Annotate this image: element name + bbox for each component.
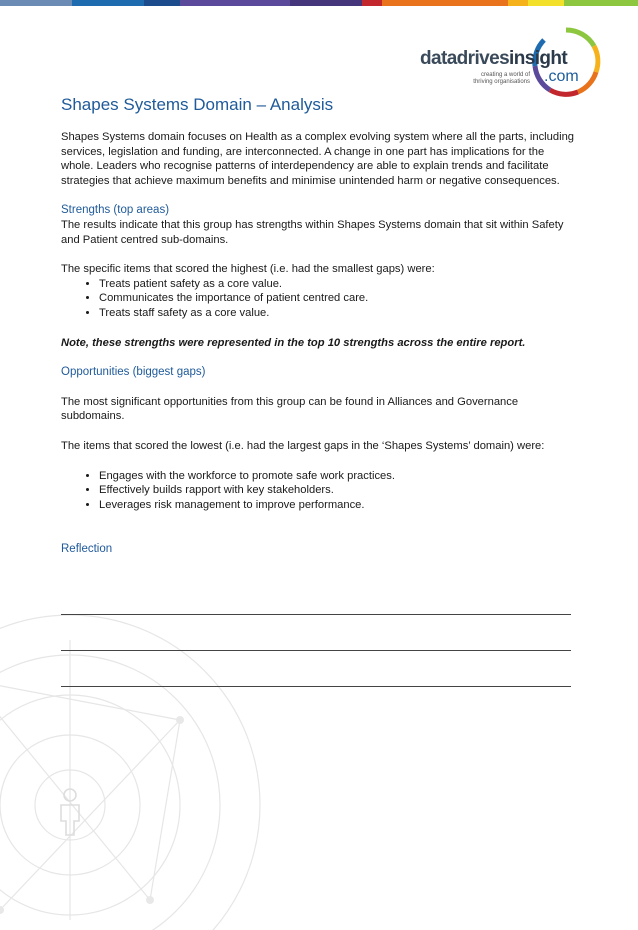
strengths-heading: Strengths (top areas) [61,204,170,217]
top-bar-segment [180,0,290,6]
logo-word-light: datadrives [420,48,510,69]
document-body [61,94,576,557]
logo-dotcom: .com [544,68,579,85]
opportunities-heading: Opportunities (biggest gaps) [61,366,206,379]
list-item: • Treats staff safety as a core value. [99,306,576,321]
top-bar-segment [382,0,508,6]
list-item: • Effectively builds rapport with key stakeholders. [99,483,576,498]
logo-wordmark [420,48,567,70]
top-bar-segment [362,0,382,6]
top-bar-segment [0,0,72,6]
strengths-items-intro: The specific items that scored the highest (i.e. had the smallest gaps) were: [61,263,435,276]
strengths-summary: The results indicate that this group has strengths within Shapes Systems domain that sit within Safety and Patient centred sub-domains. [61,218,564,246]
reflection-heading: Reflection [61,543,113,556]
opportunities-items-intro: The items that scored the lowest (i.e. had the largest gaps in the ‘Shapes Systems’ domain) were: [61,439,545,452]
logo-word-bold: insight [509,48,568,69]
logo-tagline-line: creating a world of [480,72,530,78]
list-item: • Leverages risk management to improve performance. [99,498,576,513]
top-bar-segment [72,0,144,6]
page-title: Shapes Systems Domain – Analysis [61,95,334,114]
strengths-list [61,277,576,321]
list-item: • Engages with the workforce to promote safe work practices. [99,469,576,484]
top-bar-segment [564,0,638,6]
top-bar-segment [528,0,564,6]
top-bar-segment [144,0,180,6]
opportunities-list [61,469,576,513]
logo-tagline [444,72,530,86]
reflection-line[interactable] [61,650,571,651]
opportunities-summary: The most significant opportunities from this group can be found in Alliances and Governance subdomains. [61,395,519,423]
reflection-line[interactable] [61,686,571,687]
intro-paragraph: Shapes Systems domain focuses on Health as a complex evolving system where all the parts, including services, legislation and funding, are interconnected. A change in one part has implications for the whole. Leaders who recognise patterns of interdependency are able to explain trends and facilitate strategies that achieve maximum benefits and minimise unintended harm or negative consequences. [61,131,575,187]
top-color-bar [0,0,638,6]
strengths-note: Note, these strengths were represented in the top 10 strengths across the entire report. [61,336,526,349]
datadrivesinsight-logo [420,26,610,100]
reflection-line[interactable] [61,614,571,615]
list-item: • Communicates the importance of patient centred care. [99,291,576,306]
logo-tagline-line: thriving organisations [473,79,530,85]
top-bar-segment [508,0,528,6]
list-item: • Treats patient safety as a core value. [99,277,576,292]
top-bar-segment [290,0,362,6]
